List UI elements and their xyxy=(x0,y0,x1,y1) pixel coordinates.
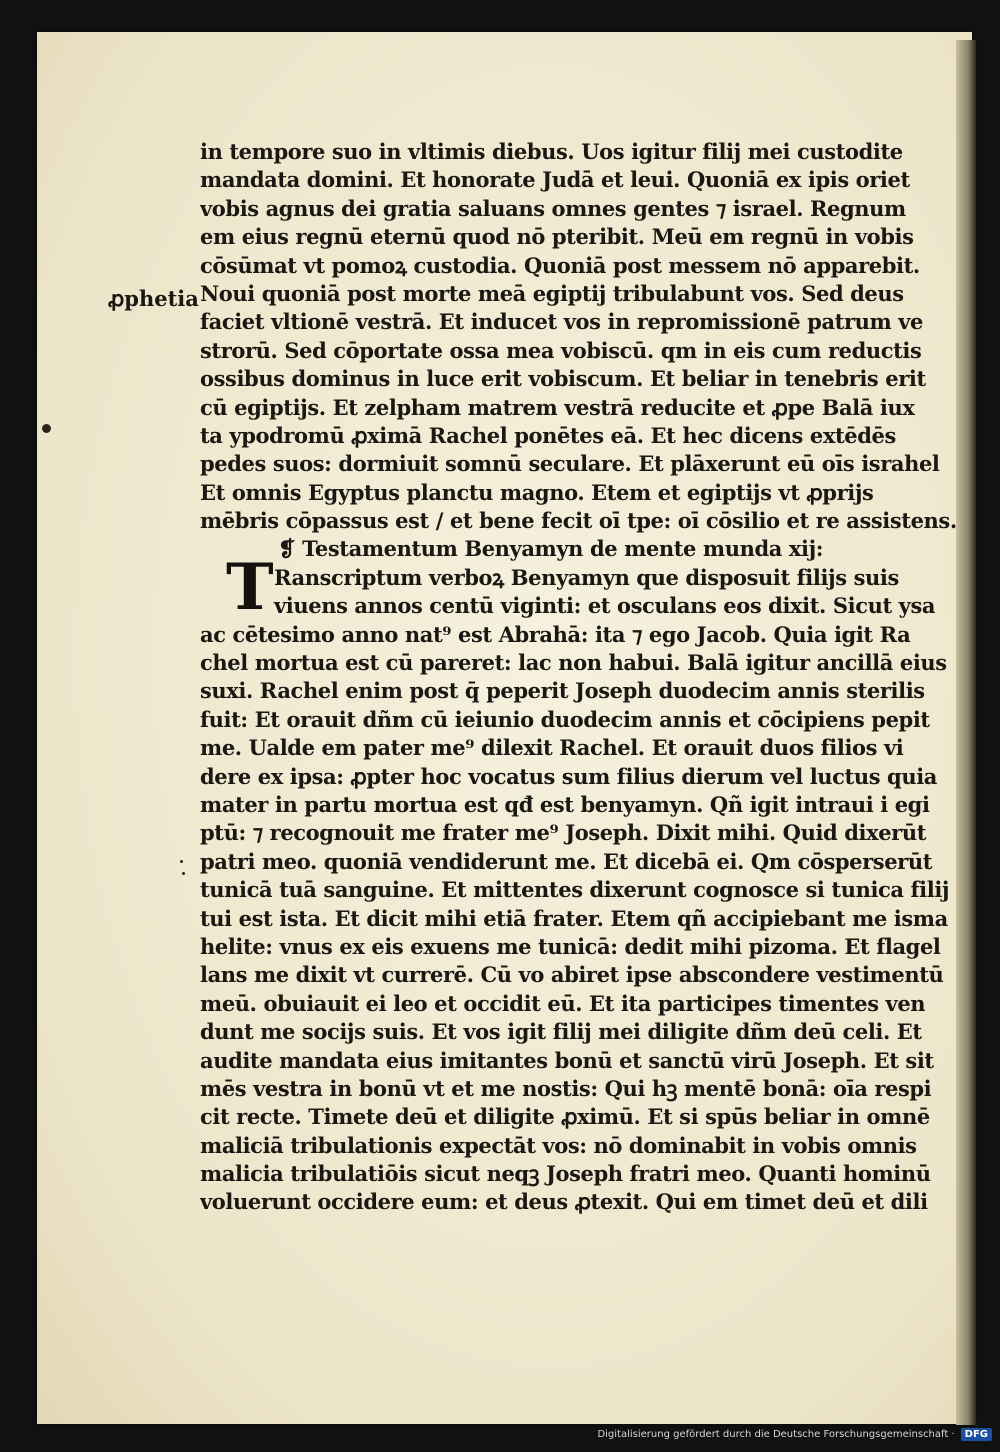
text-line: vobis agnus dei gratia saluans omnes gentes ⁊ israel. Regnum xyxy=(200,195,906,221)
text-line: pedes suos: dormiuit somnū seculare. Et plāxerunt eū oīs israhel xyxy=(200,451,940,477)
text-line: dunt me socijs suis. Et vos igit filij mei diligite dñm deū celi. Et xyxy=(200,1019,922,1045)
text-line: ossibus dominus in luce erit vobiscum. Et beliar in tenebris erit xyxy=(200,366,926,392)
text-line: ta ypodromū ꝓximā Rachel ponētes eā. Et hec dicens extēdēs xyxy=(200,422,896,448)
text-line: cū egiptijs. Et zelpham matrem vestrā reducite et ꝓpe Balā iux xyxy=(200,394,915,420)
text-line: suxi. Rachel enim post q̄ peperit Joseph duodecim annis sterilis xyxy=(200,678,925,704)
text-block xyxy=(200,138,962,1217)
text-line: meū. obuiauit ei leo et occidit eū. Et ita participes timentes ven xyxy=(200,990,926,1016)
text-line: ac cētesimo anno nat⁹ est Abrahā: ita ⁊ ego Jacob. Quia igit Ra xyxy=(200,621,911,647)
section-heading: ❡ Testamentum Benyamyn de mente munda xij: xyxy=(278,536,824,562)
decorated-initial: T xyxy=(226,550,274,625)
marginal-note: ꝓphetia xyxy=(108,286,199,311)
text-line: strorū. Sed cōportate ossa mea vobiscū. qm in eis cum reductis xyxy=(200,337,922,363)
text-line: audite mandata eius imitantes bonū et sanctū virū Joseph. Et sit xyxy=(200,1047,934,1073)
text-line: mater in partu mortua est qđ est benyamyn. Qñ igit intraui i egi xyxy=(200,791,930,817)
text-line: ptū: ⁊ recognouit me frater me⁹ Joseph. Dixit mihi. Quid dixerūt xyxy=(200,820,926,846)
ink-blot xyxy=(182,872,185,875)
text-line: viuens annos centū viginti: et osculans eos dixit. Sicut ysa xyxy=(274,593,936,619)
text-line: Noui quoniā post morte meā egiptij tribulabunt vos. Sed deus xyxy=(200,280,904,306)
text-line: tui est ista. Et dicit mihi etiā frater. Etem qñ accipiebant me isma xyxy=(200,905,948,931)
text-line: mēs vestra in bonū vt et me nostis: Qui hꝫ mentē bonā: oīa respi xyxy=(200,1075,932,1101)
text-line: maliciā tribulationis expectāt vos: nō dominabit in vobis omnis xyxy=(200,1132,917,1158)
text-line: Ranscriptum verboꝝ Benyamyn que disposuit filijs suis xyxy=(274,564,899,590)
text-line: helite: vnus ex eis exuens me tunicā: dedit mihi pizoma. Et flagel xyxy=(200,933,941,959)
text-line: malicia tribulatiōis sicut neqꝫ Joseph fratri meo. Quanti hominū xyxy=(200,1161,931,1187)
footer-text: Digitalisierung gefördert durch die Deutsche Forschungsgemeinschaft · xyxy=(597,1428,955,1440)
text-line: fuit: Et orauit dñm cū ieiunio duodecim annis et cōcipiens pepit xyxy=(200,706,930,732)
footer xyxy=(597,1424,992,1444)
text-line: mandata domini. Et honorate Judā et leui. Quoniā ex ipis oriet xyxy=(200,167,910,193)
text-line: voluerunt occidere eum: et deus ꝓtexit. Qui em timet deū et dili xyxy=(200,1189,928,1215)
text-line: chel mortua est cū pareret: lac non habui. Balā igitur ancillā eius xyxy=(200,650,947,676)
ink-blot xyxy=(180,860,183,863)
text-line: cōsūmat vt pomoꝝ custodia. Quoniā post messem nō apparebit. xyxy=(200,252,920,278)
text-line: dere ex ipsa: ꝓpter hoc vocatus sum filius dierum vel luctus quia xyxy=(200,763,937,789)
dfg-logo: DFG xyxy=(961,1428,992,1441)
text-line: tunicā tuā sanguine. Et mittentes dixerunt cognosce si tunica filij xyxy=(200,877,950,903)
text-line: Et omnis Egyptus planctu magno. Etem et egiptijs vt ꝓprijs xyxy=(200,479,874,505)
ink-blot xyxy=(42,424,51,433)
text-line: me. Ualde em pater me⁹ dilexit Rachel. Et orauit duos filios vi xyxy=(200,735,904,761)
text-line: mēbris cōpassus est / et bene fecit oī tpe: oī cōsilio et re assistens. xyxy=(200,508,957,534)
text-line: patri meo. quoniā vendiderunt me. Et dicebā ei. Qm cōsperserūt xyxy=(200,848,933,874)
text-line: in tempore suo in vltimis diebus. Uos igitur filij mei custodite xyxy=(200,139,903,164)
text-line: em eius regnū eternū quod nō pteribit. Meū em regnū in vobis xyxy=(200,224,914,250)
text-line: faciet vltionē vestrā. Et inducet vos in repromissionē patrum ve xyxy=(200,309,923,335)
text-line: cit recte. Timete deū et diligite ꝓximū. Et si spūs beliar in omnē xyxy=(200,1104,930,1130)
text-line: lans me dixit vt currerē. Cū vo abiret ipse abscondere vestimentū xyxy=(200,962,944,988)
